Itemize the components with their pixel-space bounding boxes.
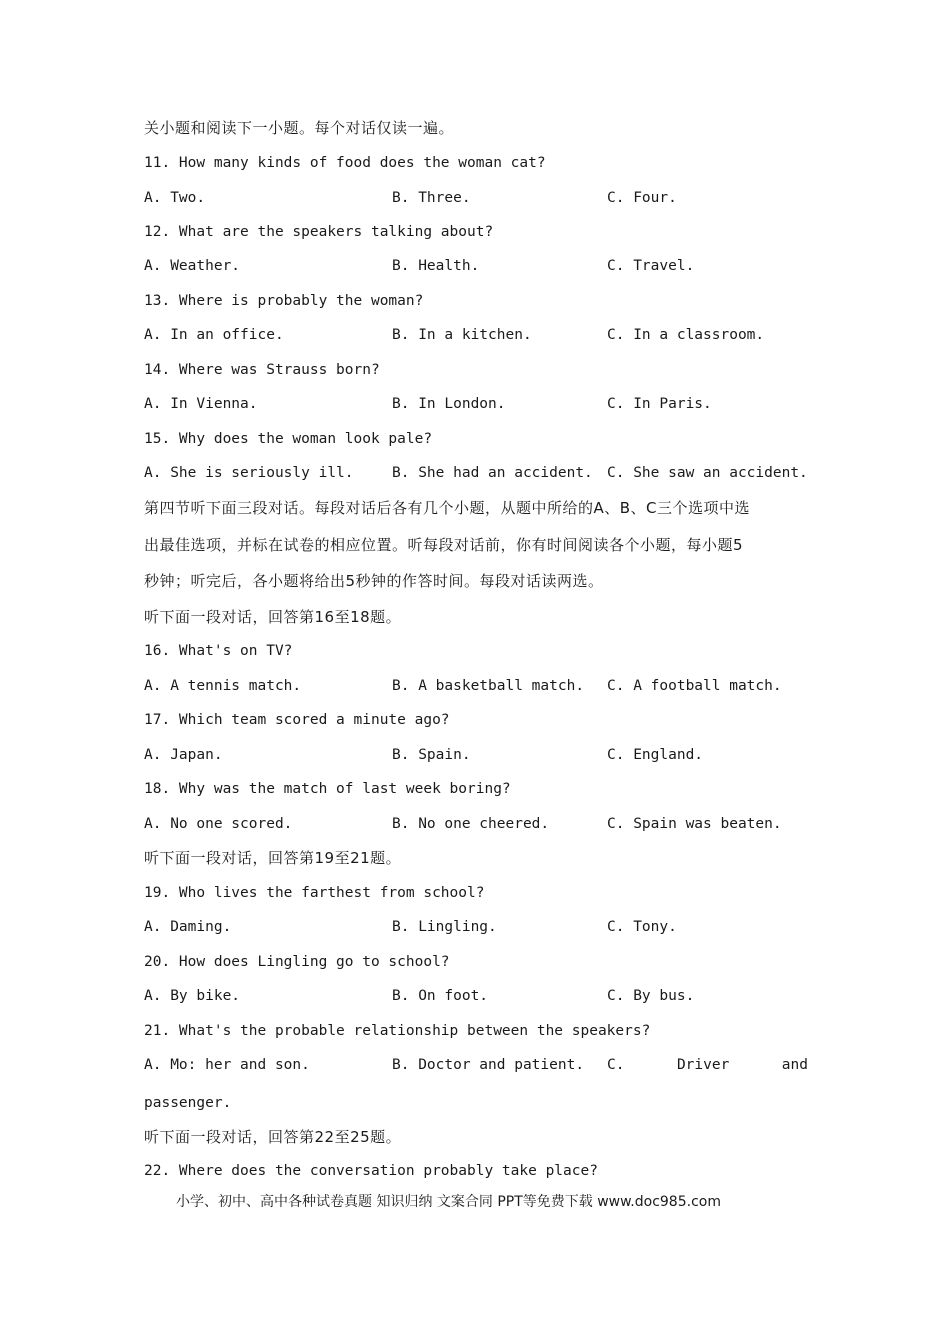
intro-text: 关小题和阅读下一小题。每个对话仅读一遍。	[144, 119, 455, 137]
option-c-letter: C.	[607, 1057, 625, 1073]
sub-instruction-19-21: 听下面一段对话，回答第19至21题。	[144, 849, 402, 867]
option-c-continuation: passenger.	[144, 1095, 232, 1111]
option-c: C. England.	[607, 747, 704, 763]
option-a: A. In Vienna.	[144, 396, 258, 412]
question-22: 22. Where does the conversation probably take place?	[144, 1163, 598, 1179]
question-14: 14. Where was Strauss born?	[144, 362, 380, 378]
question-11: 11. How many kinds of food does the woman cat?	[144, 155, 546, 171]
option-a: A. In an office.	[144, 327, 284, 343]
option-a: A. Mo: her and son.	[144, 1057, 310, 1073]
section4-line-3: 秒钟；听完后，各小题将给出5秒钟的作答时间。每段对话读两选。	[144, 572, 604, 590]
option-c: C. Travel.	[607, 258, 695, 274]
option-b: B. In a kitchen.	[392, 327, 532, 343]
question-18: 18. Why was the match of last week boring?	[144, 781, 511, 797]
option-a: A. Daming.	[144, 919, 232, 935]
sub-instruction-16-18: 听下面一段对话，回答第16至18题。	[144, 608, 402, 626]
question-16: 16. What's on TV?	[144, 643, 293, 659]
option-b: B. No one cheered.	[392, 816, 550, 832]
option-b: B. Spain.	[392, 747, 471, 763]
section4-line-1: 第四节听下面三段对话。每段对话后各有几个小题，从题中所给的A、B、C三个选项中选	[144, 499, 751, 517]
option-c-justified	[607, 1055, 808, 1075]
option-c: C. A football match.	[607, 678, 782, 694]
option-b: B. On foot.	[392, 988, 489, 1004]
option-a: A. She is seriously ill.	[144, 465, 354, 481]
option-c: C. By bus.	[607, 988, 695, 1004]
sub-instruction-22-25: 听下面一段对话，回答第22至25题。	[144, 1128, 402, 1146]
option-a: A. By bike.	[144, 988, 241, 1004]
section4-line-2: 出最佳选项，并标在试卷的相应位置。听每段对话前，你有时间阅读各个小题，每小题5	[144, 536, 744, 554]
question-12: 12. What are the speakers talking about?	[144, 224, 494, 240]
option-a: A. No one scored.	[144, 816, 293, 832]
option-b: B. Lingling.	[392, 919, 497, 935]
question-21: 21. What's the probable relationship between the speakers?	[144, 1023, 651, 1039]
option-b: B. A basketball match.	[392, 678, 585, 694]
option-a: A. Two.	[144, 190, 206, 206]
question-19: 19. Who lives the farthest from school?	[144, 885, 485, 901]
option-c: C. In a classroom.	[607, 327, 765, 343]
question-13: 13. Where is probably the woman?	[144, 293, 424, 309]
option-c: C. Spain was beaten.	[607, 816, 782, 832]
question-15: 15. Why does the woman look pale?	[144, 431, 433, 447]
option-b: B. Health.	[392, 258, 480, 274]
option-b: B. Doctor and patient.	[392, 1057, 585, 1073]
option-b: B. Three.	[392, 190, 471, 206]
option-c: C. In Paris.	[607, 396, 712, 412]
question-17: 17. Which team scored a minute ago?	[144, 712, 450, 728]
option-c: C. She saw an accident.	[607, 465, 808, 481]
footer-watermark: 小学、初中、高中各种试卷真题 知识归纳 文案合同 PPT等免费下载 www.doc985.com	[176, 1194, 721, 1210]
option-c-word-1: Driver	[676, 1057, 730, 1073]
option-b: B. She had an accident.	[392, 465, 593, 481]
question-20: 20. How does Lingling go to school?	[144, 954, 450, 970]
option-b: B. In London.	[392, 396, 506, 412]
option-a: A. Weather.	[144, 258, 241, 274]
option-a: A. Japan.	[144, 747, 223, 763]
option-c: C. Four.	[607, 190, 677, 206]
option-c: C. Tony.	[607, 919, 677, 935]
option-a: A. A tennis match.	[144, 678, 302, 694]
option-c	[607, 1055, 808, 1075]
option-c-word-2: and	[781, 1057, 808, 1073]
